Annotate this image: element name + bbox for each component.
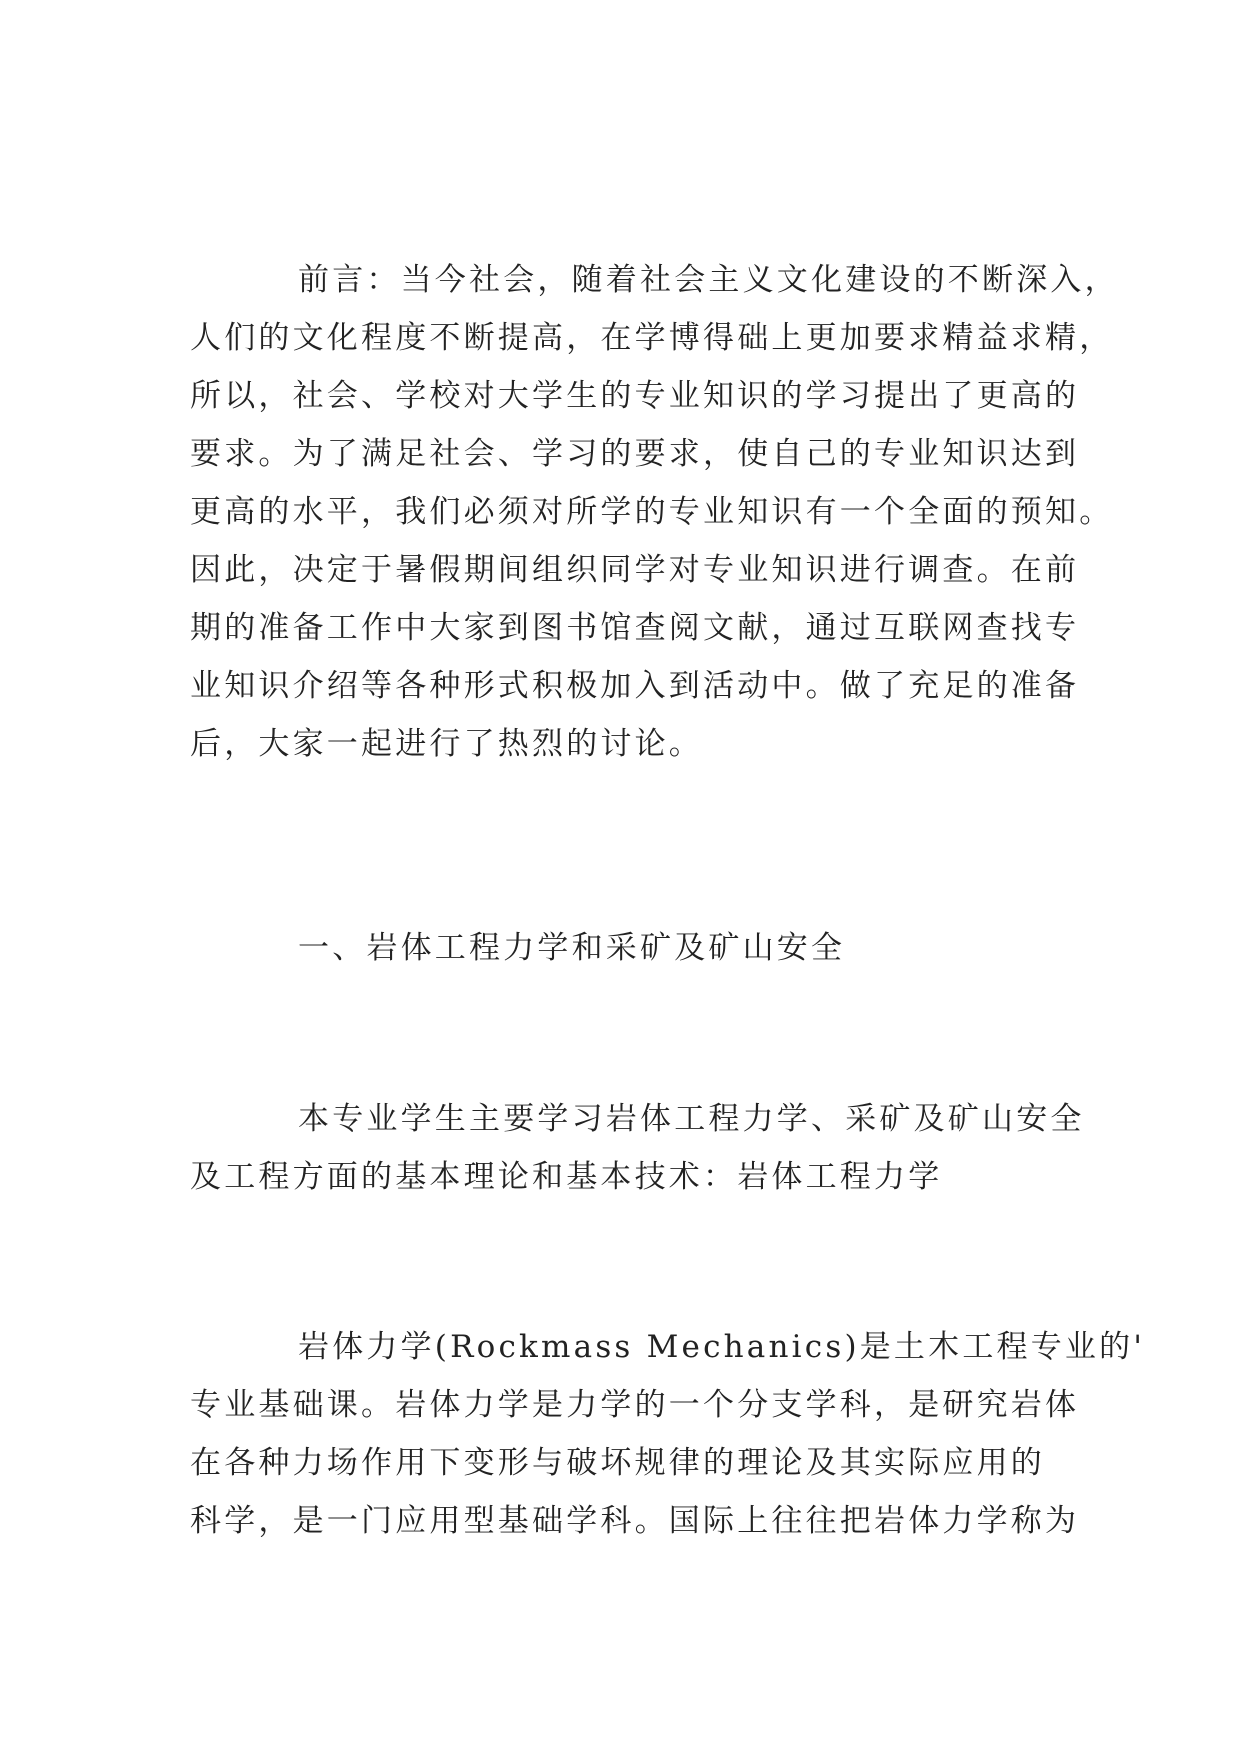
major-paragraph (190, 1090, 1085, 1206)
intro-paragraph (190, 251, 1119, 773)
intro-line-3: 所以，社会、学校对大学生的专业知识的学习提出了更高的 (190, 378, 1080, 414)
major-line-2: 及工程方面的基本理论和基本技术：岩体工程力学 (190, 1159, 943, 1195)
intro-line-4: 要求。为了满足社会、学习的要求，使自己的专业知识达到 (190, 436, 1080, 472)
major-line-1: 本专业学生主要学习岩体工程力学、采矿及矿山安全 (298, 1101, 1085, 1137)
intro-line-5: 更高的水平，我们必须对所学的专业知识有一个全面的预知。 (190, 494, 1114, 530)
section-heading-text: 一、岩体工程力学和采矿及矿山安全 (298, 930, 846, 966)
intro-line-1: 前言：当今社会，随着社会主义文化建设的不断深入， (298, 262, 1119, 298)
intro-line-9: 后，大家一起进行了热烈的讨论。 (190, 726, 703, 762)
section-heading (190, 919, 1060, 977)
intro-line-2: 人们的文化程度不断提高，在学博得础上更加要求精益求精， (190, 320, 1114, 356)
intro-line-7: 期的准备工作中大家到图书馆查阅文献，通过互联网查找专 (190, 610, 1080, 646)
rock-line-4: 科学，是一门应用型基础学科。国际上往往把岩体力学称为 (190, 1503, 1080, 1539)
rock-line-2: 专业基础课。岩体力学是力学的一个分支学科，是研究岩体 (190, 1387, 1080, 1423)
intro-line-8: 业知识介绍等各种形式积极加入到活动中。做了充足的准备 (190, 668, 1080, 704)
intro-line-6: 因此，决定于暑假期间组织同学对专业知识进行调查。在前 (190, 552, 1080, 588)
rock-mechanics-paragraph (190, 1318, 1146, 1550)
rock-line-3: 在各种力场作用下变形与破坏规律的理论及其实际应用的 (190, 1445, 1045, 1481)
rock-line-1: 岩体力学(Rockmass Mechanics)是土木工程专业的' (298, 1329, 1146, 1365)
